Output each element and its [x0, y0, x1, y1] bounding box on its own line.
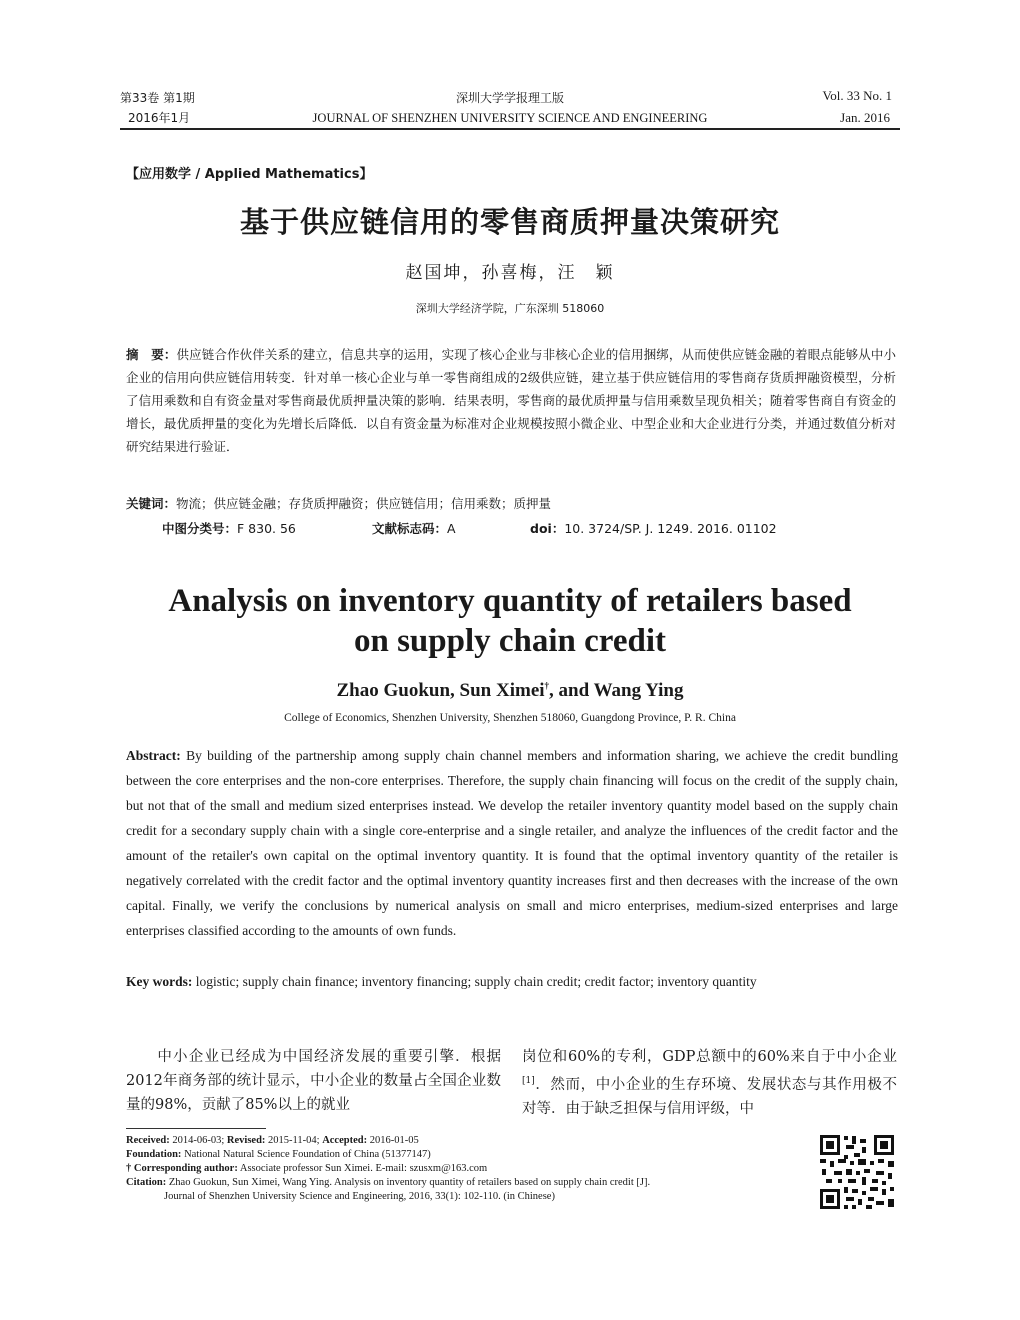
foundation-text: National Natural Science Foundation of China (51377147)	[184, 1149, 431, 1160]
keywords-cn-text: 物流；供应链金融；存货质押融资；供应链信用；信用乘数；质押量	[176, 496, 552, 511]
header-rule	[120, 128, 900, 130]
affiliation-en: College of Economics, Shenzhen University, Shenzhen 518060, Guangdong Province, P. R. China	[284, 712, 736, 724]
abstract-cn	[126, 343, 896, 458]
keywords-en-label: Key words:	[126, 974, 193, 989]
received-date: 2014-06-03;	[172, 1135, 225, 1146]
footnote-corresponding	[126, 1162, 816, 1176]
accepted-date: 2016-01-05	[369, 1135, 419, 1146]
received-label: Received:	[126, 1135, 170, 1146]
title-cn: 基于供应链信用的零售商质押量决策研究	[239, 205, 780, 239]
doc-code-label: 文献标志码：	[372, 521, 448, 536]
clc-value: F 830. 56	[237, 521, 296, 536]
section-tag: 【应用数学 / Applied Mathematics】	[126, 167, 373, 182]
footnote-citation	[126, 1176, 816, 1190]
header-date-en: Jan. 2016	[840, 110, 890, 125]
accepted-label: Accepted:	[322, 1135, 368, 1146]
clc-label: 中图分类号：	[162, 521, 238, 536]
header-volume-cn: 第33卷 第1期	[120, 91, 195, 105]
citation-text: Zhao Guokun, Sun Ximei, Wang Ying. Analysis on inventory quantity of retailers based on supply chain credit [J].	[168, 1177, 651, 1188]
keywords-en	[126, 969, 898, 994]
corresponding-dagger: †	[544, 680, 550, 691]
authors-cn: 赵国坤，孙喜梅，汪 颖	[405, 263, 615, 283]
title-en-line2: on supply chain credit	[353, 623, 667, 659]
header-journal-en: JOURNAL OF SHENZHEN UNIVERSITY SCIENCE AND ENGINEERING	[312, 111, 708, 125]
classification-row	[162, 519, 296, 537]
citation-label: Citation:	[126, 1177, 167, 1188]
abstract-cn-label: 摘 要：	[126, 347, 177, 362]
footnote-foundation	[126, 1148, 816, 1162]
abstract-cn-text: 供应链合作伙伴关系的建立，信息共享的运用，实现了核心企业与非核心企业的信用捆绑，从而使供应链金融的着眼点能够从中小企业的信用向供应链信用转变．针对单一核心企业与单一零售商组成的2级供应链，建立基于供应链信用的零售商存货质押融资模型，分析了信用乘数和自有资金量对零售商最优质押量决策的影响．结果表明，零售商的最优质押量与信用乘数呈现负相关；随着零售商自有资金的增长，最优质押量的变化为先增长后降低．以自有资金量为标准对企业规模按照小微企业、中型企业和大企业进行分类，并通过数值分析对研究结果进行验证．	[126, 347, 896, 454]
doi-value: 10. 3724/SP. J. 1249. 2016. 01102	[564, 521, 777, 536]
keywords-cn	[126, 492, 896, 515]
authors-en-part2: , and Wang Ying	[549, 680, 684, 701]
qr-code-icon	[818, 1133, 896, 1211]
doi-row	[530, 519, 777, 537]
revised-label: Revised:	[226, 1135, 266, 1146]
doc-code-value: A	[447, 521, 456, 536]
authors-en	[0, 680, 1020, 702]
keywords-cn-label: 关键词：	[126, 496, 177, 511]
corresponding-text: Associate professor Sun Ximei. E-mail: szusxm@163.com	[239, 1163, 488, 1174]
reference-marker: [1]	[522, 1076, 535, 1086]
title-en-line1: Analysis on inventory quantity of retailers based	[168, 583, 852, 619]
header-volume-en: Vol. 33 No. 1	[822, 88, 892, 103]
corresponding-label: † Corresponding author:	[126, 1163, 238, 1174]
body-right-column	[522, 1045, 897, 1121]
abstract-en-label: Abstract:	[126, 748, 181, 763]
footnote-dates	[126, 1134, 816, 1148]
header-date-cn: 2016年1月	[128, 111, 191, 125]
body-right-text-a: 岗位和60%的专利，GDP总额中的60%来自于中小企业	[522, 1049, 897, 1065]
abstract-en-text: By building of the partnership among supply chain channel members and information sharing, we achieve the credit bundling between the core enterprises and the non-core enterprises. Therefore, the supply chain financing will focus on the credit of the supply chain, but not that of the small and medium sized enterprises instead. We develop the retailer inventory quantity model based on the supply chain credit for a secondary supply chain with a single core-enterprise and a single retailer, and analyze the influences of the credit factor and the amount of the retailer's own capital on the optimal inventory quantity. It is found that the optimal inventory quantity of the retailer is negatively correlated with the credit factor and the optimal inventory quantity increases first and then decreases with the increase of the own capital. Finally, we verify the conclusions by numerical analysis on small and micro enterprises, medium-sized enterprises and large enterprises classified according to the amounts of own funds.	[126, 748, 899, 938]
foundation-label: Foundation:	[126, 1149, 182, 1160]
authors-en-part1: Zhao Guokun, Sun Ximei	[336, 680, 545, 701]
header-journal-cn: 深圳大学学报理工版	[455, 91, 564, 105]
footnotes	[126, 1134, 816, 1204]
affiliation-cn: 深圳大学经济学院，广东深圳 518060	[415, 302, 605, 315]
keywords-en-text: logistic; supply chain finance; inventory financing; supply chain credit; credit factor; inventory quantity	[195, 974, 757, 989]
footnote-rule	[126, 1128, 266, 1129]
body-right-text-b: ．然而，中小企业的生存环境、发展状态与其作用极不对等．由于缺乏担保与信用评级，中	[522, 1076, 897, 1117]
revised-date: 2015-11-04;	[268, 1135, 320, 1146]
body-left-column: 中小企业已经成为中国经济发展的重要引擎．根据2012年商务部的统计显示，中小企业的数量占全国企业数量的98%，贡献了85%以上的就业	[126, 1049, 501, 1113]
doi-label: doi：	[530, 521, 565, 536]
abstract-en	[126, 743, 898, 943]
doc-code-row	[372, 519, 456, 537]
footnote-citation-cont: Journal of Shenzhen University Science and Engineering, 2016, 33(1): 102-110. (in Chinese)	[164, 1191, 555, 1202]
